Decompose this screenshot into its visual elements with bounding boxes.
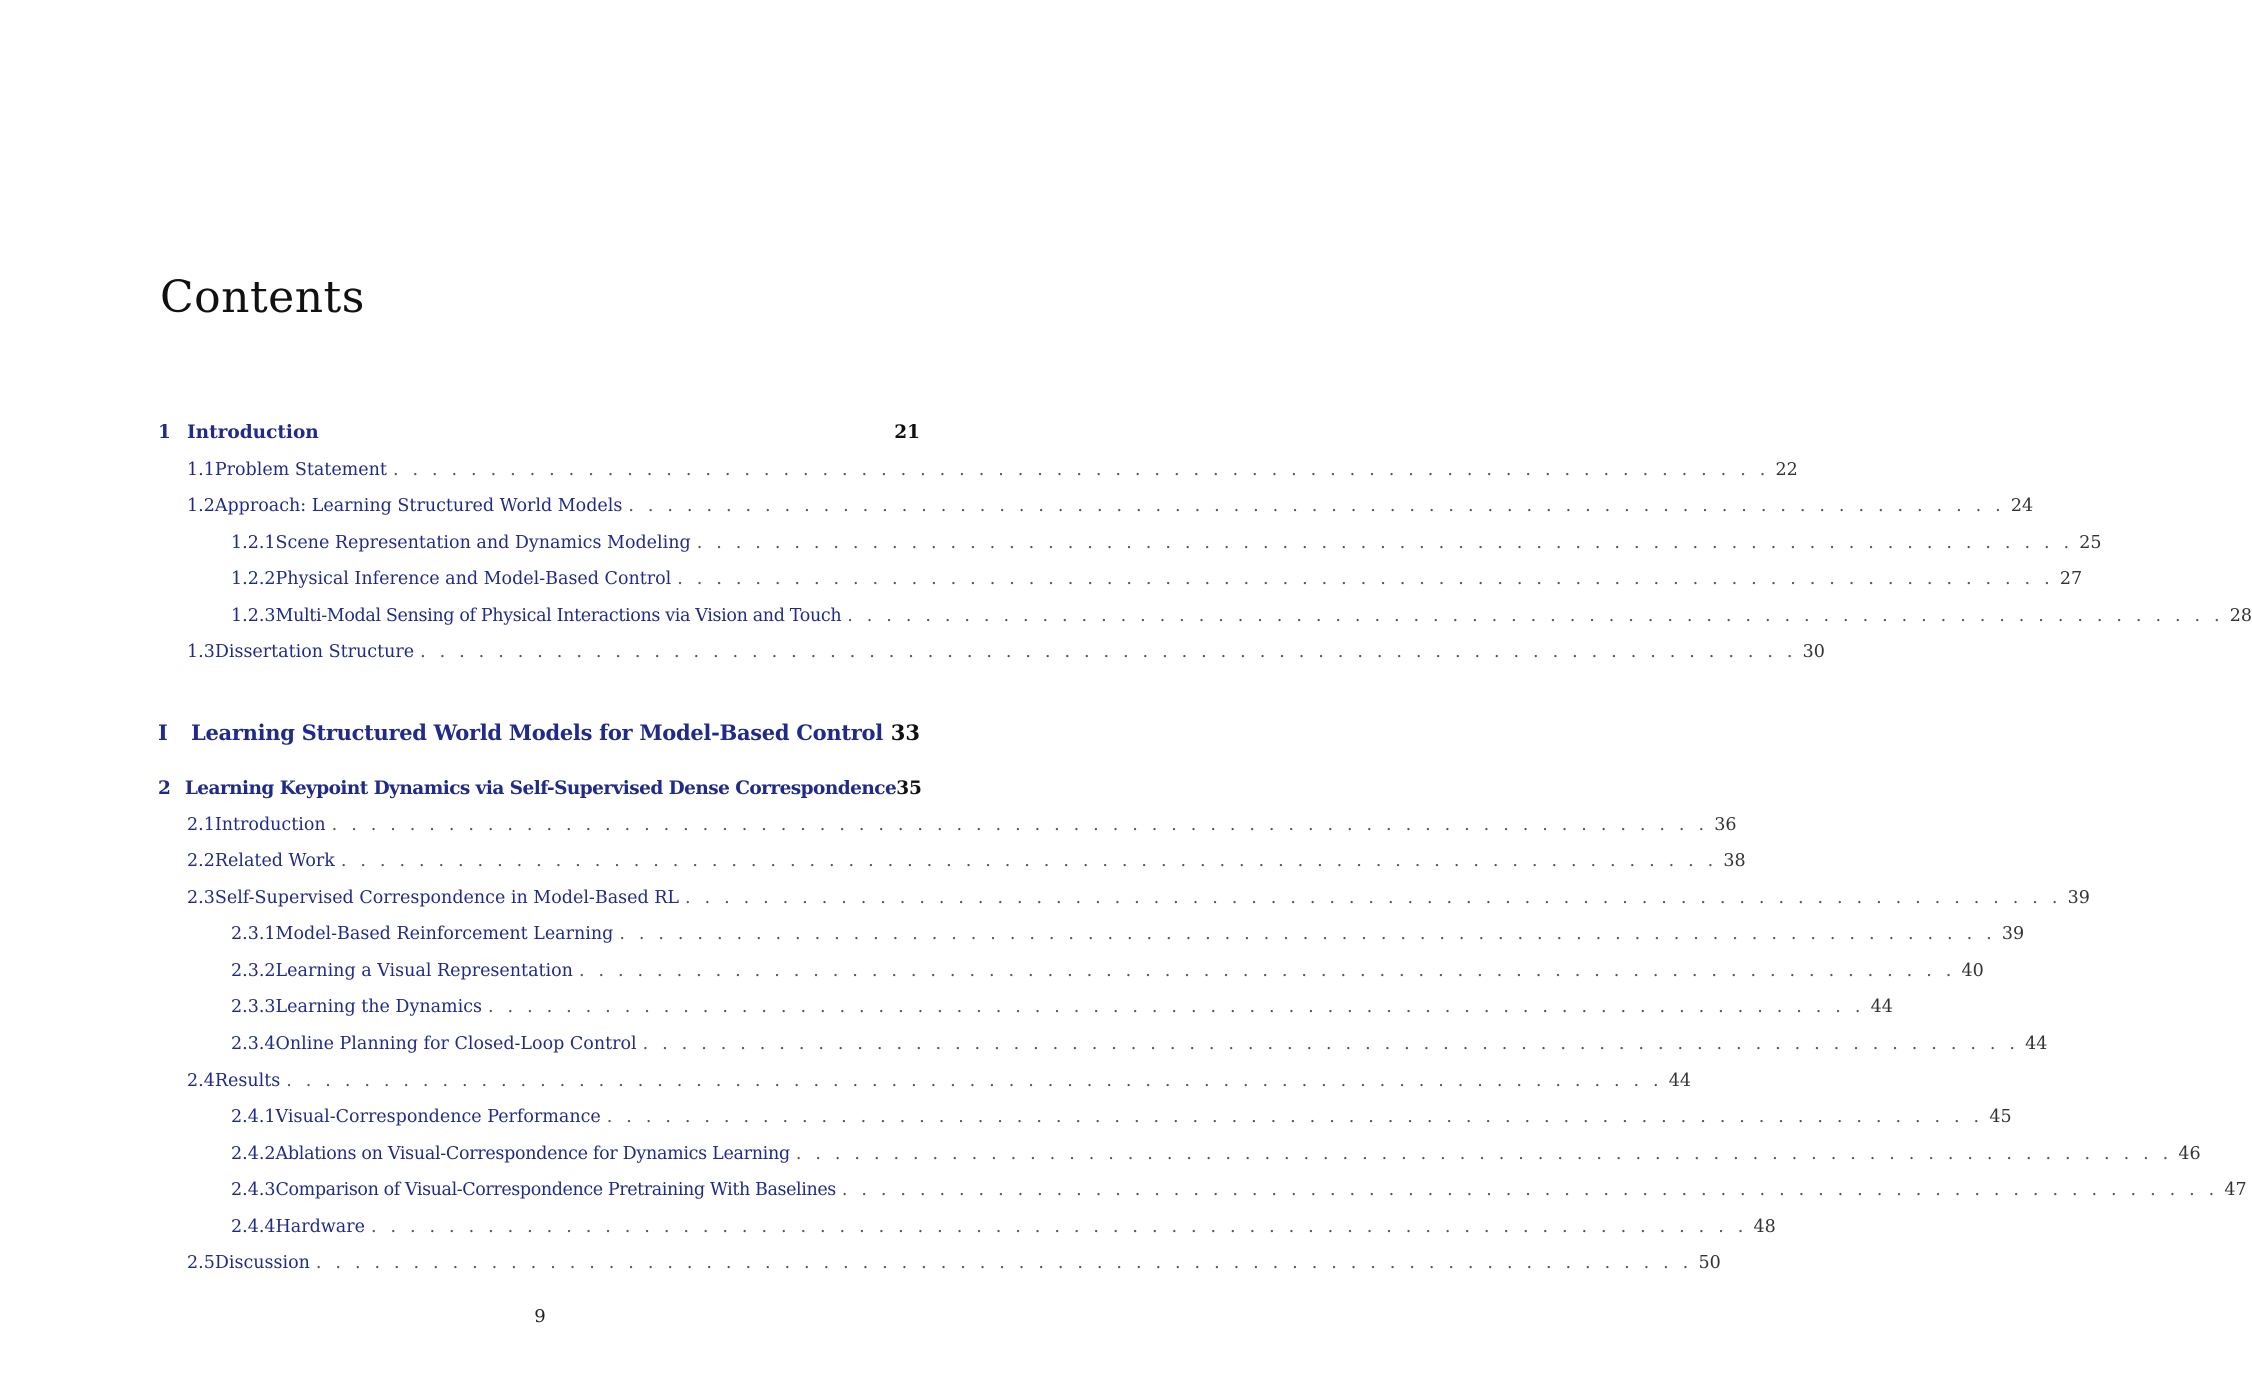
toc-entry-number: 2.3.2: [231, 961, 276, 981]
toc-entry-page: 22: [1775, 460, 1798, 480]
toc-entry-number: 2.4.1: [231, 1107, 276, 1127]
toc-entry-number: 1.3: [187, 642, 215, 662]
toc-entry-page: 47: [2224, 1180, 2247, 1200]
dot-leader: . . . . . . . . . . . . . . . . . . . . . . . . . . . . . . . . . . . . . . . . . . . . . . . . . . . . . . . . . . . . . . . . . . . . . . .: [340, 851, 1718, 871]
toc-entry-title[interactable]: Comparison of Visual-Correspondence Pretraining With Baselines: [275, 1180, 836, 1200]
dot-leader: . . . . . . . . . . . . . . . . . . . . . . . . . . . . . . . . . . . . . . . . . . . . . . . . . . . . . . . . . . . . . . . . . . . . . . .: [685, 888, 2062, 908]
toc-entry-title[interactable]: Introduction: [214, 815, 326, 835]
toc-entry-title[interactable]: Scene Representation and Dynamics Modeling: [275, 533, 691, 553]
toc-entry-number: 2.4.2: [231, 1144, 276, 1164]
toc-entry-number: 2.1: [187, 815, 215, 835]
toc-entry-page: 33: [890, 720, 920, 745]
toc-subsection-2-4-1[interactable]: [231, 1107, 2012, 1127]
dot-leader: . . . . . . . . . . . . . . . . . . . . . . . . . . . . . . . . . . . . . . . . . . . . . . . . . . . . . . . . . . . . . . . . . . . . . . .: [286, 1071, 1663, 1091]
dot-leader: . . . . . . . . . . . . . . . . . . . . . . . . . . . . . . . . . . . . . . . . . . . . . . . . . . . . . . . . . . . . . . . . . . . . . . .: [392, 460, 1770, 480]
toc-subsection-2-3-4[interactable]: [231, 1034, 2048, 1054]
toc-entry-title[interactable]: Hardware: [275, 1217, 365, 1237]
toc-entry-title[interactable]: Visual-Correspondence Performance: [275, 1107, 601, 1127]
toc-entry-title[interactable]: Learning the Dynamics: [275, 997, 483, 1017]
dot-leader: . . . . . . . . . . . . . . . . . . . . . . . . . . . . . . . . . . . . . . . . . . . . . . . . . . . . . . . . . . . . . . . . . . . . . . .: [677, 569, 2054, 589]
toc-entry-page: 39: [2001, 924, 2025, 944]
dot-leader: . . . . . . . . . . . . . . . . . . . . . . . . . . . . . . . . . . . . . . . . . . . . . . . . . . . . . . . . . . . . . . . . . . . . . . .: [488, 997, 1865, 1017]
page-number: 9: [534, 1306, 546, 1327]
dot-leader: . . . . . . . . . . . . . . . . . . . . . . . . . . . . . . . . . . . . . . . . . . . . . . . . . . . . . . . . . . . . . . . . . . . . . . .: [628, 496, 2005, 516]
toc-entry-number: 1.2: [187, 496, 215, 516]
toc-part-i[interactable]: [158, 720, 920, 745]
toc-entry-page: 46: [2178, 1144, 2201, 1164]
toc-subsection-2-4-2[interactable]: [231, 1144, 2201, 1164]
dot-leader: . . . . . . . . . . . . . . . . . . . . . . . . . . . . . . . . . . . . . . . . . . . . . . . . . . . . . . . . . . . . . . . . . . . . . . .: [619, 924, 1996, 944]
toc-entry-page: 21: [894, 422, 920, 443]
toc-subsection-2-4-4[interactable]: [231, 1217, 1776, 1237]
toc-entry-page: 50: [1698, 1253, 1721, 1273]
toc-entry-number: 1.2.1: [231, 533, 276, 553]
toc-entry-page: 24: [2010, 496, 2034, 516]
toc-entry-title[interactable]: Problem Statement: [214, 460, 387, 480]
toc-entry-title[interactable]: Online Planning for Closed-Loop Control: [275, 1034, 637, 1054]
dot-leader: . . . . . . . . . . . . . . . . . . . . . . . . . . . . . . . . . . . . . . . . . . . . . . . . . . . . . . . . . . . . . . . . . . . . . . .: [370, 1217, 1748, 1237]
toc-entry-number: 1.2.3: [231, 606, 276, 626]
toc-entry-number: 2.4: [187, 1071, 215, 1091]
page-title: Contents: [160, 272, 365, 323]
toc-entry-page: 48: [1753, 1217, 1776, 1237]
toc-entry-title[interactable]: Results: [214, 1071, 281, 1091]
toc-section-2-5[interactable]: [187, 1253, 1721, 1273]
toc-entry-page: 25: [2079, 533, 2102, 553]
toc-section-2-2[interactable]: [187, 851, 1746, 871]
toc-entry-title[interactable]: Learning Keypoint Dynamics via Self-Supervised Dense Correspondence: [184, 778, 897, 799]
toc-entry-title[interactable]: Self-Supervised Correspondence in Model-Based RL: [214, 888, 680, 908]
toc-entry-page: 27: [2059, 569, 2083, 589]
toc-entry-title[interactable]: Multi-Modal Sensing of Physical Interactions via Vision and Touch: [275, 606, 842, 626]
toc-entry-number: 2.3.4: [231, 1034, 276, 1054]
toc-entry-page: 44: [1668, 1071, 1692, 1091]
toc-entry-number: 2.3.3: [231, 997, 276, 1017]
dot-leader: . . . . . . . . . . . . . . . . . . . . . . . . . . . . . . . . . . . . . . . . . . . . . . . . . . . . . . . . . . . . . . . . . . . . . . .: [331, 815, 1709, 835]
dot-leader: . . . . . . . . . . . . . . . . . . . . . . . . . . . . . . . . . . . . . . . . . . . . . . . . . . . . . . . . . . . . . . . . . . . . . . .: [578, 961, 1956, 981]
toc-entry-number: 1.1: [187, 460, 215, 480]
dot-leader: . . . . . . . . . . . . . . . . . . . . . . . . . . . . . . . . . . . . . . . . . . . . . . . . . . . . . . . . . . . . . . . . . . . . . . .: [606, 1107, 1984, 1127]
toc-subsection-2-3-3[interactable]: [231, 997, 1893, 1017]
toc-entry-title[interactable]: Related Work: [214, 851, 335, 871]
toc-subsection-2-4-3[interactable]: [231, 1180, 2247, 1200]
toc-entry-page: 40: [1961, 961, 1984, 981]
dot-leader: . . . . . . . . . . . . . . . . . . . . . . . . . . . . . . . . . . . . . . . . . . . . . . . . . . . . . . . . . . . . . . . . . . . . . . .: [847, 606, 2224, 626]
toc-subsection-2-3-2[interactable]: [231, 961, 1984, 981]
toc-entry-number: 2.3.1: [231, 924, 276, 944]
toc-entry-title[interactable]: Dissertation Structure: [214, 642, 415, 662]
toc-chapter-1[interactable]: [158, 422, 920, 443]
toc-entry-title[interactable]: Physical Inference and Model-Based Control: [275, 569, 672, 589]
toc-chapter-2[interactable]: [158, 778, 920, 799]
dot-leader: . . . . . . . . . . . . . . . . . . . . . . . . . . . . . . . . . . . . . . . . . . . . . . . . . . . . . . . . . . . . . . . . . . . . . . .: [642, 1034, 2020, 1054]
toc-entry-number: 2.3: [187, 888, 215, 908]
toc-entry-page: 35: [896, 778, 922, 799]
toc-entry-title[interactable]: Introduction: [187, 422, 319, 443]
toc-section-2-3[interactable]: [187, 888, 2090, 908]
toc-section-1-3[interactable]: [187, 642, 1825, 662]
toc-entry-number: 2.4.4: [231, 1217, 276, 1237]
dot-leader: . . . . . . . . . . . . . . . . . . . . . . . . . . . . . . . . . . . . . . . . . . . . . . . . . . . . . . . . . . . . . . . . . . . . . . .: [420, 642, 1797, 662]
toc-entry-page: 36: [1714, 815, 1737, 835]
toc-subsection-1-2-3[interactable]: [231, 606, 2252, 626]
toc-entry-title[interactable]: Discussion: [214, 1253, 310, 1273]
toc-entry-page: 38: [1723, 851, 1746, 871]
toc-entry-page: 44: [1870, 997, 1893, 1017]
toc-entry-title[interactable]: Ablations on Visual-Correspondence for Dynamics Learning: [275, 1144, 790, 1164]
dot-leader: . . . . . . . . . . . . . . . . . . . . . . . . . . . . . . . . . . . . . . . . . . . . . . . . . . . . . . . . . . . . . . . . . . . . . . .: [841, 1180, 2219, 1200]
toc-subsection-2-3-1[interactable]: [231, 924, 2025, 944]
toc-entry-page: 44: [2025, 1034, 2048, 1054]
toc-entry-title[interactable]: Learning Structured World Models for Model-Based Control: [191, 720, 883, 745]
toc-entry-number: 2.2: [187, 851, 215, 871]
toc-entry-title[interactable]: Model-Based Reinforcement Learning: [275, 924, 614, 944]
toc-entry-number: I: [158, 720, 168, 745]
toc-entry-number: 2.5: [187, 1253, 215, 1273]
toc-section-1-1[interactable]: [187, 460, 1798, 480]
toc-section-2-1[interactable]: [187, 815, 1737, 835]
dot-leader: . . . . . . . . . . . . . . . . . . . . . . . . . . . . . . . . . . . . . . . . . . . . . . . . . . . . . . . . . . . . . . . . . . . . . . .: [795, 1144, 2173, 1164]
dot-leader: . . . . . . . . . . . . . . . . . . . . . . . . . . . . . . . . . . . . . . . . . . . . . . . . . . . . . . . . . . . . . . . . . . . . . . .: [696, 533, 2074, 553]
toc-entry-title[interactable]: Learning a Visual Representation: [275, 961, 573, 981]
toc-entry-number: 2: [158, 778, 171, 799]
toc-entry-number: 1.2.2: [231, 569, 276, 589]
dot-leader: . . . . . . . . . . . . . . . . . . . . . . . . . . . . . . . . . . . . . . . . . . . . . . . . . . . . . . . . . . . . . . . . . . . . . . .: [315, 1253, 1693, 1273]
toc-entry-number: 1: [158, 422, 171, 443]
toc-subsection-1-2-2[interactable]: [231, 569, 2083, 589]
toc-section-2-4[interactable]: [187, 1071, 1692, 1091]
toc-entry-page: 39: [2067, 888, 2090, 908]
toc-section-1-2[interactable]: [187, 496, 2034, 516]
toc-entry-page: 45: [1989, 1107, 2012, 1127]
toc-entry-page: 30: [1802, 642, 1825, 662]
toc-entry-number: 2.4.3: [231, 1180, 276, 1200]
toc-subsection-1-2-1[interactable]: [231, 533, 2102, 553]
toc-entry-title[interactable]: Approach: Learning Structured World Models: [214, 496, 623, 516]
toc-entry-page: 28: [2229, 606, 2252, 626]
